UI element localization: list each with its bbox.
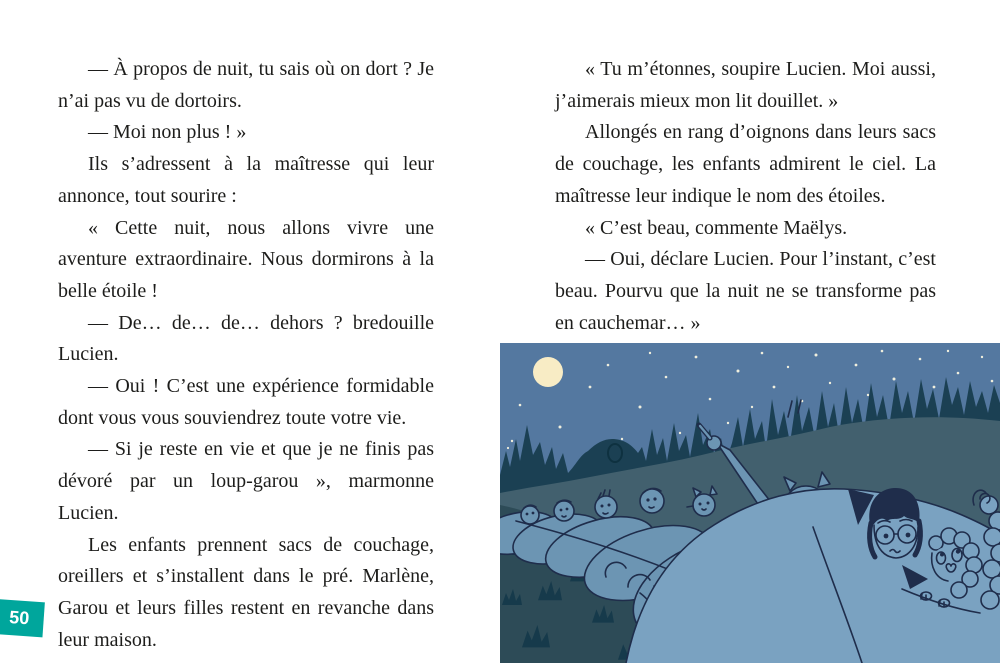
- moon: [533, 357, 563, 387]
- paragraph: « Tu m’étonnes, soupire Lucien. Moi aussi, j’aimerais mieux mon lit douillet. »: [555, 58, 936, 112]
- paragraph: Les enfants prennent sacs de couchage, oreillers et s’installent dans le pré. Marlène, Garou et leurs filles restent en revanche dans leur maison.: [58, 533, 434, 651]
- paragraph: — Moi non plus ! »: [88, 121, 247, 144]
- paragraph: — Si je reste en vie et que je ne finis pas dévoré par un loup-garou », marmonne Lucien.: [58, 438, 434, 524]
- paragraph: Allongés en rang d’oignons dans leurs sacs de couchage, les enfants admirent le ciel. La maîtresse leur indique le nom des étoiles.: [555, 121, 936, 207]
- right-page-text: [555, 54, 936, 339]
- page-number: 50: [8, 606, 30, 629]
- paragraph: — À propos de nuit, tu sais où on dort ? Je n’ai pas vu de dortoirs.: [58, 58, 434, 112]
- paragraph: — De… de… de… dehors ? bredouille Lucien.: [58, 311, 434, 366]
- paragraph: Ils s’adressent à la maîtresse qui leur annonce, tout sourire :: [58, 153, 434, 207]
- night-camp-illustration: [500, 343, 1000, 663]
- paragraph: — Oui, déclare Lucien. Pour l’instant, c’est beau. Pourvu que la nuit ne se transforme pas en cauchemar… »: [555, 248, 936, 334]
- page-number-badge: [0, 599, 45, 637]
- paragraph: « Cette nuit, nous allons vivre une aventure extraordinaire. Nous dormirons à la belle étoile !: [58, 216, 434, 302]
- paragraph: — Oui ! C’est une expérience formidable dont vous vous souviendrez toute votre vie.: [58, 375, 434, 429]
- left-page-text: [58, 54, 434, 656]
- paragraph: « C’est beau, commente Maëlys.: [585, 216, 848, 239]
